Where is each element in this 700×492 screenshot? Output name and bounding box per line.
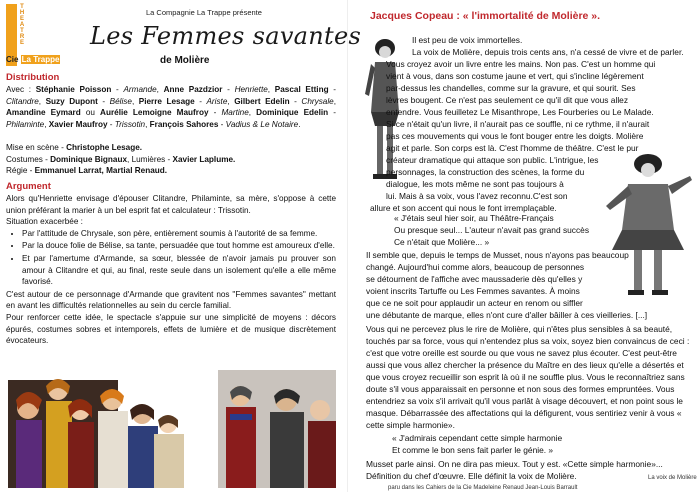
actor-figure	[128, 404, 158, 488]
cast-or: ou	[80, 108, 101, 118]
logo-vertical-word	[19, 4, 25, 46]
cast-paragraph	[6, 84, 336, 130]
text-line: Vous croyez avoir un livre entre les mains. Non pas. C'est un homme qui	[386, 59, 656, 69]
cast-sep: ,	[156, 85, 164, 94]
text-line: Il semble que, depuis le temps de Musset, nous n'ayons pas beaucoup	[366, 250, 629, 260]
text-line: créateur dramatique qui attaque son public. L'intrigue, les	[386, 155, 599, 165]
cast-sep: -	[328, 85, 336, 94]
argument-situation: Situation exacerbée :	[6, 217, 83, 227]
cast-prefix: Avec :	[6, 85, 36, 94]
cast-sep: -	[218, 119, 226, 129]
text-line: dialogue, les mots même ne sont pas toujours à	[386, 179, 564, 189]
text-line: pas ces mouvements qui vous le font bouger entre les doigts. Molière	[386, 131, 644, 141]
cast-actor: Stéphanie Poisson	[35, 85, 112, 94]
text-line: une débutante de marque, elles n'ont cure d'aller bâiller à ces vieilleries. [...]	[366, 310, 648, 320]
cast-sep: -	[111, 85, 124, 94]
distribution-heading: Distribution	[6, 72, 60, 83]
cast-role: Ariste	[206, 96, 228, 106]
text-line: allure et son accent qui nous le font irremplaçable.	[370, 203, 557, 213]
logo-letter: E	[19, 40, 24, 46]
cast-sep: -	[194, 96, 207, 106]
logo-letter: T	[20, 28, 24, 34]
text-line: Définition du chef d'œuvre. Elle définit la voix de Molière.	[366, 471, 577, 481]
text-line: cette simple harmonie».	[366, 420, 455, 430]
text-line: se détournent de l'affiche avec maussaderie dès qu'elles y	[366, 274, 583, 284]
cast-role: Philaminte	[6, 119, 45, 129]
crew-regie: Régie - Emmanuel Larrat, Martial Renaud.	[6, 166, 168, 176]
text-line: Et comme le bon sens fait parler le génie. »	[392, 445, 554, 455]
cast-role: Vadius & Le Notaire	[225, 119, 299, 129]
argument-para3: Pour renforcer cette idée, le spectacle s'appuie sur une simplicité de moyens : décors épurés, costumes sobres et intemporels, effets de lumière et de musique discrètement évocateurs.	[6, 312, 336, 346]
play-author: de Molière	[160, 55, 210, 66]
cast-sep: -	[328, 108, 336, 118]
text-line: Musset parle ainsi. On ne dira pas mieux. Tout y est. «Cette simple harmonie»...	[366, 459, 663, 469]
cast-actor: Aurélie Lemoigne Maufroy	[100, 108, 209, 118]
cast-sep: -	[289, 96, 302, 106]
text-line: masque. Débarrassée des affectations qui la défigurent, vous sentiriez venir à vous «	[366, 408, 682, 418]
essay-title: Jacques Copeau : « l'immortalité de Molière ».	[370, 10, 601, 22]
cast-sep: -	[97, 96, 110, 106]
cast-role: Armande	[123, 85, 157, 94]
cast-photo	[8, 370, 336, 488]
play-title: Les Femmes savantes	[90, 22, 362, 50]
cast-sep: ,	[145, 119, 150, 129]
text-line: Ou presque seul... L'auteur n'avait pas grand succès	[394, 225, 590, 235]
cast-sep: ,	[227, 96, 235, 106]
text-line: Vous qui ne percevez plus le rire de Molière, qui n'êtes plus sensibles à sa beauté,	[366, 324, 673, 334]
text-line: « J'admirais cependant cette simple harmonie	[392, 433, 563, 443]
cast-role: Henriette	[234, 85, 268, 94]
text-line: lui. Mais à sa voix, vous l'avez reconnu.C'est son	[386, 191, 568, 201]
cast-sep: ,	[248, 108, 257, 118]
argument-bullet: • Par la douce folie de Bélise, sa tante, persuadée que tout homme est amoureux d'elle.	[22, 240, 336, 252]
logo-company-name: Cie La Trappe	[6, 55, 60, 64]
text-line: lèvres bougent. Ce n'est pas seulement ce qu'il dit que vous allez	[386, 95, 629, 105]
text-line: entendre. Vous feuilletez Le Misanthrope, Les Fourberies ou Le Malade.	[386, 107, 654, 117]
logo-letter: T	[20, 4, 24, 10]
cast-sep: -	[107, 119, 115, 129]
crew-credits	[6, 142, 336, 177]
cast-sep: ,	[267, 85, 275, 94]
cast-actor: Gilbert Edelin	[234, 96, 290, 106]
text-line: personnages, la construction des scènes, la forme du	[386, 167, 585, 177]
cast-sep: ,	[333, 96, 337, 106]
cast-actor: Xavier Maufroy	[48, 119, 108, 129]
presents-line: La Compagnie La Trappe présente	[146, 8, 262, 17]
argument-bullets	[6, 228, 336, 288]
text-line: « J'étais seul hier soir, au Théâtre-Français	[394, 213, 554, 223]
cast-actor: Dominique Edelin	[256, 108, 329, 118]
argument-bullet: • Et par l'amertume d'Armande, sa sœur, blessée de n'avoir jamais pu prouver son amour à Clitandre et qui, au final, reste seule dans un isolement qu'elle a elle même favorisé.	[22, 253, 336, 288]
text-line: La voix de Molière, depuis trois cents ans, n'a cessé de vivre et de parler.	[412, 47, 684, 57]
cast-actor: François Sahores	[149, 119, 219, 129]
crew-mise: Mise en scène - Christophe Lesage.	[6, 143, 143, 152]
text-line: doute s'il vous apparaissait en personne et non sous des formes empruntées. Vous	[366, 384, 675, 394]
cast-sep: -	[208, 108, 222, 118]
cast-actor: Pierre Lesage	[138, 96, 195, 106]
logo-letter: R	[19, 34, 25, 40]
text-line: Si ce n'était qu'un livre, il n'aurait pas ce souffle, ni ce rythme, il n'aurait	[386, 119, 650, 129]
cast-actor: Amandine Eymard	[6, 108, 81, 118]
text-line: c'est que votre oreille est sourde ou que vous ne savez plus écouter. C'est peut-être	[366, 348, 677, 358]
cast-sep: .	[298, 119, 301, 129]
crew-costumes: Costumes - Dominique Bignaux, Lumières - Xavier Laplume.	[6, 154, 236, 164]
source-caption: La voix de Molière	[648, 475, 697, 481]
argument-bullet: • Par l'attitude de Chrysale, son père, entièrement soumis à l'autorité de sa femme.	[22, 228, 336, 240]
logo-letter: H	[19, 10, 25, 16]
logo-letter: A	[19, 22, 25, 28]
cast-role: Martine	[221, 108, 249, 118]
argument-heading: Argument	[6, 181, 51, 192]
actor-figure	[68, 399, 94, 488]
actor-figure	[16, 392, 42, 488]
cast-actor: Anne Pazdzior	[163, 85, 223, 94]
cast-sep: ,	[131, 96, 139, 106]
text-line: Ce n'était que Molière... »	[394, 237, 490, 247]
source-credit: paru dans les Cahiers de la Cie Madeleine Renaud Jean-Louis Barrault	[388, 485, 578, 491]
moliere-engraving-actor	[598, 150, 694, 300]
text-line: par-dessus les chandelles, comme sur la gravure, et qui sourit. Ses	[386, 83, 636, 93]
cast-sep: ,	[38, 96, 46, 106]
text-line: agit et parle. Son corps est là. C'est l'homme de théâtre. C'est le pur	[386, 143, 639, 153]
text-line: que ce ne soit pour applaudir un acteur en renom ou siffler	[366, 298, 583, 308]
text-line: voient inscrits Tartuffe ou Les Femmes savantes. À moins	[366, 286, 580, 296]
argument-body	[6, 193, 336, 347]
text-line: changé. Aujourd'hui comme alors, beaucoup de personnes	[366, 262, 585, 272]
company-logo	[6, 4, 60, 66]
argument-para2: C'est autour de ce personnage d'Armande que gravitent nos "Femmes savantes" mettant en avant les difficultés relationnelles au sein du cercle familial.	[6, 289, 336, 311]
text-line: entendriez sa voix s'il arrivait qu'il vous parlât à visage découvert, et non point sous le	[366, 396, 683, 406]
cast-role: Chrysale	[301, 96, 334, 106]
cast-sep: ,	[44, 119, 49, 129]
cast-role: Clitandre	[6, 96, 39, 106]
cast-actor: Suzy Dupont	[45, 96, 98, 106]
essay-lead: Il est peu de voix immortelles.	[412, 35, 523, 45]
cast-role: Trissotin	[114, 119, 146, 129]
cast-list	[6, 84, 336, 130]
text-line: vient à vous, dans son costume jaune et vert, qui s'incline légèrement	[386, 71, 644, 81]
text-line: aussi que vous allez chercher la présence du Maître en des lieux qu'elle a désertés et	[366, 360, 684, 370]
cast-actor: Pascal Etting	[274, 85, 329, 94]
cast-sep: -	[222, 85, 235, 94]
text-line: touchés par sa force, vous qui n'entendez plus sa voix, soyez bien convaincus de ceci :	[366, 336, 690, 346]
center-fold	[347, 0, 348, 492]
text-line: que vous croyez recueillir son esprit là où il ne souffle plus. Vous le reconnaîtriez sans	[366, 372, 685, 382]
logo-letter: E	[19, 16, 24, 22]
argument-intro: Alors qu'Henriette envisage d'épouser Clitandre, Philaminte, sa mère, s'oppose à cette union préférant la marier à un bel esprit fat et calculateur : Trissotin.	[6, 194, 336, 215]
cast-role: Bélise	[109, 96, 132, 106]
